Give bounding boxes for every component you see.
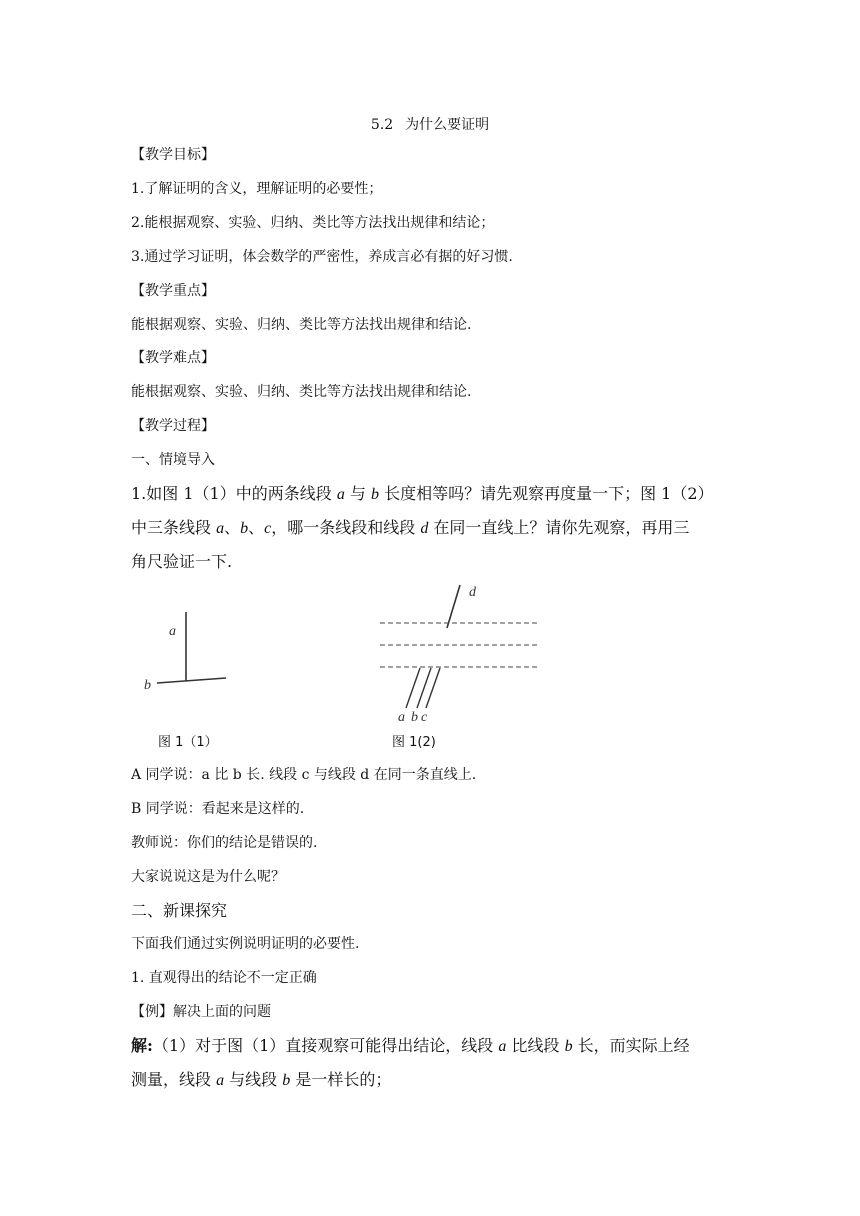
figure1-label-b: b [144, 678, 151, 693]
question-1-line-2: 中三条线段 a、b、c，哪一条线段和线段 d 在同一直线上？请你先观察，再用三 [131, 518, 690, 537]
figure-1-1-caption: 图 1（1） [158, 735, 218, 750]
intro-text: 下面我们通过实例说明证明的必要性. [131, 936, 360, 952]
solution-line-1: 解:（1）对于图（1）直接观察可能得出结论，线段 a 比线段 b 长，而实际上经 [131, 1036, 690, 1055]
figure2-label-a: a [398, 710, 405, 725]
solution-line-2: 测量，线段 a 与线段 b 是一样长的； [131, 1070, 392, 1089]
point-1: 1. 直观得出的结论不一定正确 [131, 970, 317, 986]
segment-b [417, 668, 431, 708]
figure-1-2 [370, 578, 550, 728]
dialog-line-4: 大家说说这是为什么呢？ [131, 869, 285, 885]
dialog-line-2: B 同学说：看起来是这样的. [131, 801, 305, 817]
page-title [0, 114, 860, 134]
dialog-line-1: A 同学说：a 比 b 长. 线段 c 与线段 d 在同一条直线上. [131, 767, 477, 783]
dialog-line-3: 教师说：你们的结论是错误的. [131, 835, 318, 851]
question-1-line-3: 角尺验证一下. [131, 552, 233, 571]
figure-1-2-caption: 图 1(2) [392, 735, 436, 750]
difficulties-text: 能根据观察、实验、归纳、类比等方法找出规律和结论. [131, 384, 472, 400]
objective-item-1: 1.了解证明的含义，理解证明的必要性； [131, 181, 383, 197]
objective-item-2: 2.能根据观察、实验、归纳、类比等方法找出规律和结论； [131, 215, 495, 231]
section-heading-1: 一、情境导入 [131, 452, 215, 468]
section-heading-2: 二、新课探究 [131, 901, 228, 920]
title-number: 5.2 [370, 117, 394, 133]
segment-c [426, 668, 440, 708]
objective-item-3: 3.通过学习证明，体会数学的严密性，养成言必有据的好习惯. [131, 249, 513, 265]
figure2-label-b: b [411, 710, 418, 725]
figure1-label-a: a [169, 624, 176, 639]
segment-a [406, 668, 420, 708]
question-1-line-1: 1.如图 1（1）中的两条线段 a 与 b 长度相等吗？请先观察再度量一下；图 1（2） [131, 484, 714, 503]
difficulties-heading: 【教学难点】 [131, 350, 215, 366]
segment-b [157, 678, 226, 683]
objectives-heading: 【教学目标】 [131, 147, 215, 163]
figure2-label-c: c [421, 710, 428, 725]
example-heading: 【例】解决上面的问题 [131, 1004, 271, 1020]
key-points-text: 能根据观察、实验、归纳、类比等方法找出规律和结论. [131, 317, 472, 333]
key-points-heading: 【教学重点】 [131, 283, 215, 299]
figure2-label-d: d [469, 585, 476, 600]
figure-1-1 [135, 605, 245, 700]
segment-d [447, 585, 460, 628]
title-text: 为什么要证明 [405, 117, 490, 133]
process-heading: 【教学过程】 [131, 418, 215, 434]
